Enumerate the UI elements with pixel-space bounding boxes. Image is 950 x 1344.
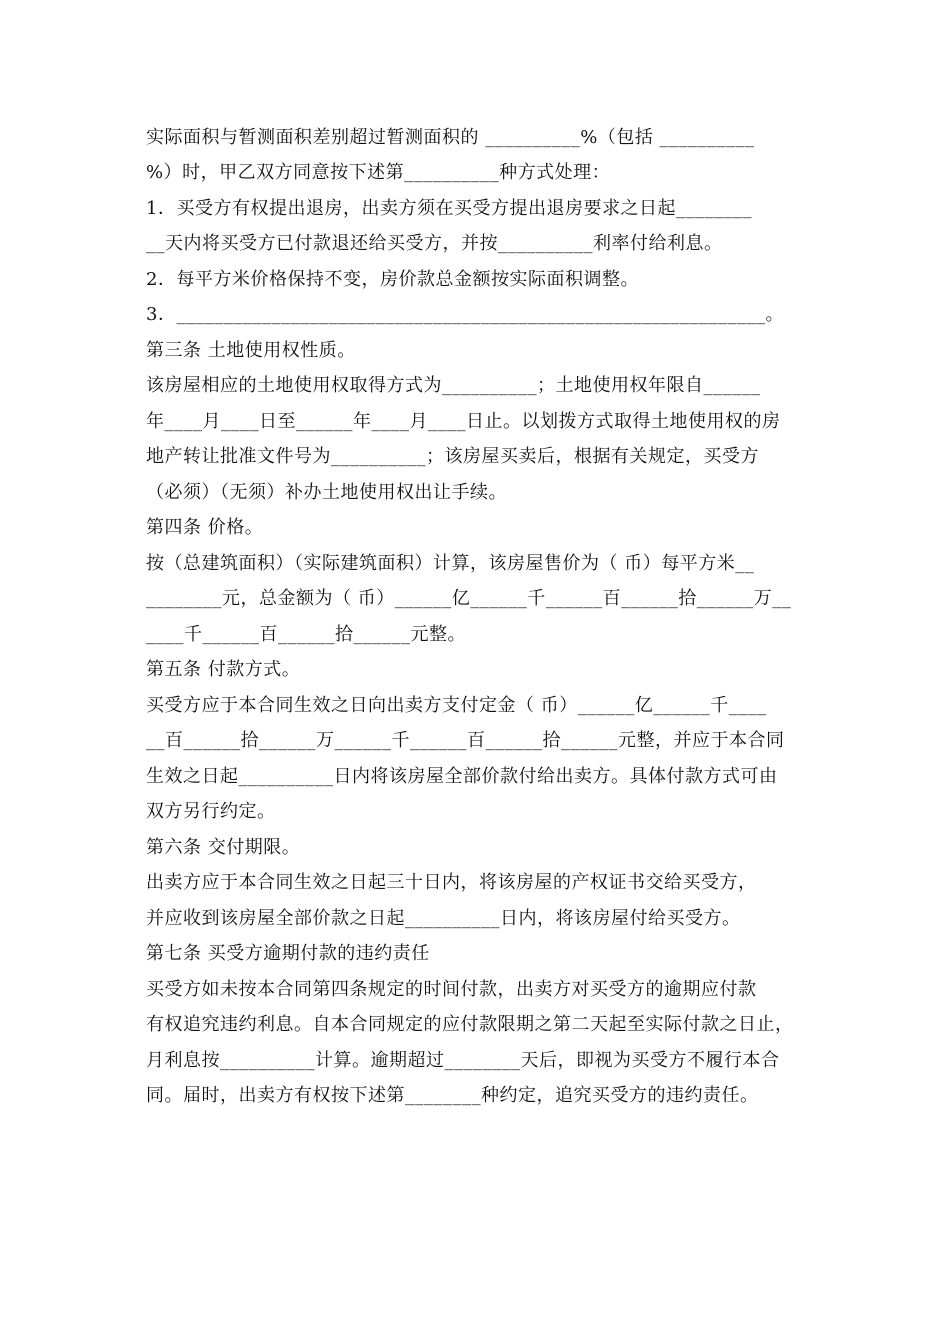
text-line: ____千______百______拾______元整。: [146, 624, 466, 645]
text-line: 买受方应于本合同生效之日向出卖方支付定金（ 币）______亿______千____: [146, 695, 767, 716]
text-line: 1．买受方有权提出退房，出卖方须在买受方提出退房要求之日起________: [146, 198, 752, 219]
text-line: __天内将买受方已付款退还给买受方，并按__________利率付给利息。: [146, 233, 723, 254]
text-line: 并应收到该房屋全部价款之日起__________日内，将该房屋付给买受方。: [146, 908, 741, 929]
text-line: 出卖方应于本合同生效之日起三十日内，将该房屋的产权证书交给买受方，: [146, 872, 757, 893]
section-heading: 第六条 交付期限。: [146, 837, 301, 858]
text-line: 买受方如未按本合同第四条规定的时间付款，出卖方对买受方的逾期应付款: [146, 979, 757, 1000]
text-line: 同。届时，出卖方有权按下述第________种约定，追究买受方的违约责任。: [146, 1085, 759, 1106]
text-line: 月利息按__________计算。逾期超过________天后，即视为买受方不履行本合: [146, 1050, 780, 1071]
text-line: 双方另行约定。: [146, 801, 276, 822]
text-line: 地产转让批准文件号为__________；该房屋买卖后，根据有关规定，买受方: [146, 446, 759, 467]
text-line: ________元，总金额为（ 币）______亿______千______百______拾______万__: [146, 588, 792, 609]
text-line: 按（总建筑面积）（实际建筑面积）计算，该房屋售价为（ 币）每平方米__: [146, 553, 755, 574]
text-line: 生效之日起__________日内将该房屋全部价款付给出卖方。具体付款方式可由: [146, 766, 778, 787]
section-heading: 第五条 付款方式。: [146, 659, 301, 680]
text-line: 实际面积与暂测面积差别超过暂测面积的 __________%（包括 __________: [146, 127, 755, 148]
text-line: %）时，甲乙双方同意按下述第__________种方式处理：: [146, 162, 611, 183]
section-heading: 第四条 价格。: [146, 517, 264, 538]
text-line: __百______拾______万______千______百______拾______元整，并应于本合同: [146, 730, 785, 751]
section-heading: 第三条 土地使用权性质。: [146, 340, 356, 361]
text-line: 2．每平方米价格保持不变，房价款总金额按实际面积调整。: [146, 269, 639, 290]
text-line: 年____月____日至______年____月____日止。以划拨方式取得土地使用权的房: [146, 411, 781, 432]
text-line: （必须）（无须）补办土地使用权出让手续。: [146, 482, 507, 503]
text-line: 有权追究违约利息。自本合同规定的应付款限期之第二天起至实际付款之日止，: [146, 1014, 794, 1035]
section-heading: 第七条 买受方逾期付款的违约责任: [146, 943, 430, 964]
text-line: 3．______________________________________________________________。: [146, 304, 784, 325]
text-line: 该房屋相应的土地使用权取得方式为__________；土地使用权年限自______: [146, 375, 761, 396]
